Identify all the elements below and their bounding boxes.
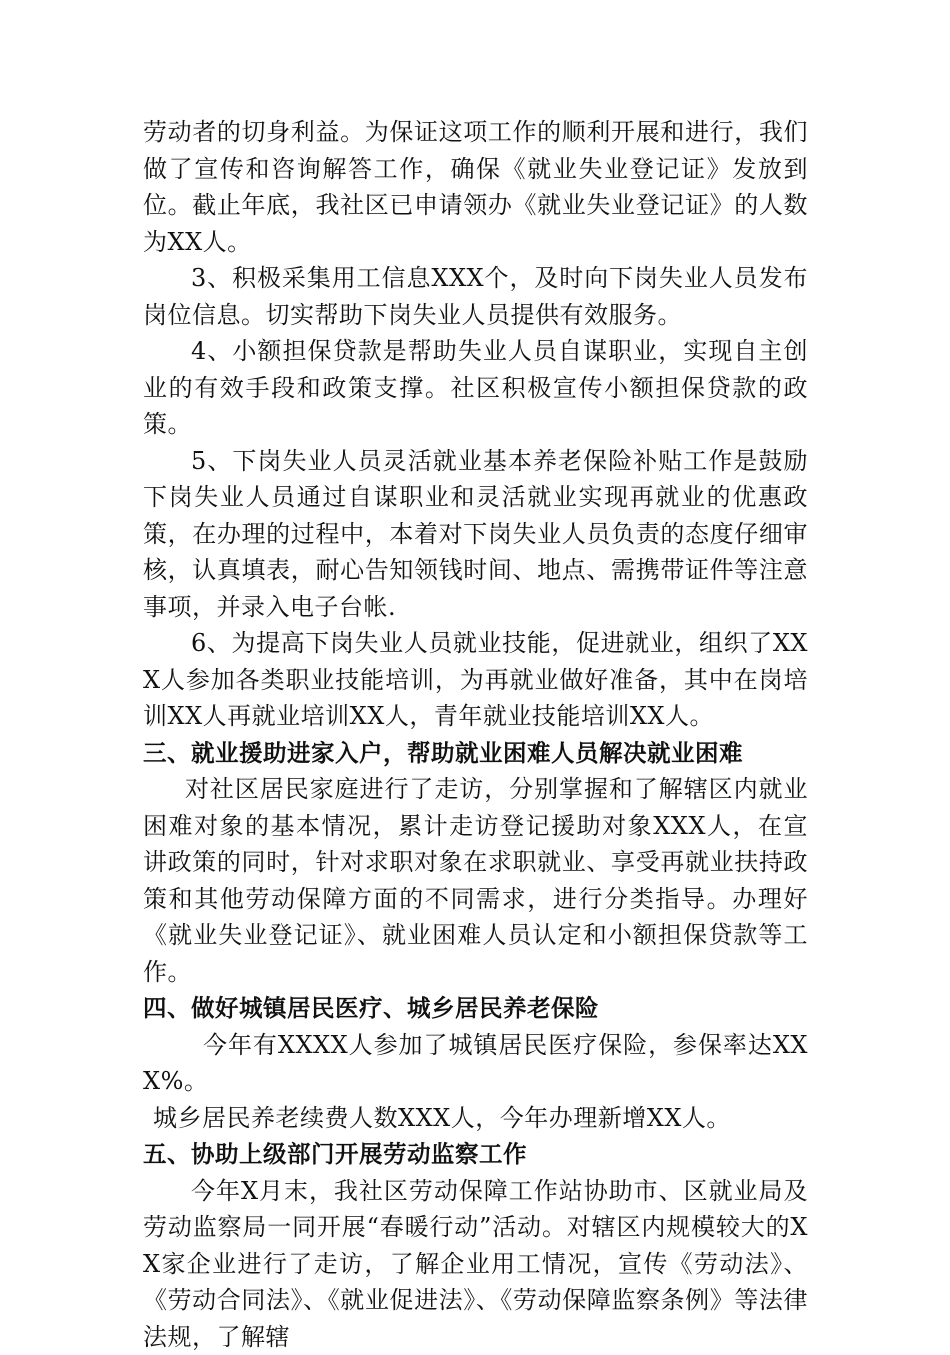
section-heading-4: 四、做好城镇居民医疗、城乡居民养老保险: [143, 990, 808, 1027]
paragraph-item-5: 5、下岗失业人员灵活就业基本养老保险补贴工作是鼓励下岗失业人员通过自谋职业和灵活就业实现再就业的优惠政策，在办理的过程中，本着对下岗失业人员负责的态度仔细审核，认真填表，耐心告知领钱时间、地点、需携带证件等注意事项，并录入电子台帐.: [143, 443, 808, 626]
paragraph-item-6: 6、为提高下岗失业人员就业技能，促进就业，组织了XXX人参加各类职业技能培训，为再就业做好准备，其中在岗培训XX人再就业培训XX人，青年就业技能培训XX人。: [143, 625, 808, 735]
paragraph-item-3: 3、积极采集用工信息XXX个，及时向下岗失业人员发布岗位信息。切实帮助下岗失业人员提供有效服务。: [143, 260, 808, 333]
paragraph-item-4: 4、小额担保贷款是帮助失业人员自谋职业，实现自主创业的有效手段和政策支撑。社区积极宣传小额担保贷款的政策。: [143, 333, 808, 443]
section-heading-5: 五、协助上级部门开展劳动监察工作: [143, 1136, 808, 1173]
section-heading-3: 三、就业援助进家入户，帮助就业困难人员解决就业困难: [143, 735, 808, 772]
paragraph-section-5: 今年X月末，我社区劳动保障工作站协助市、区就业局及劳动监察局一同开展“春暖行动”活动。对辖区内规模较大的XX家企业进行了走访，了解企业用工情况，宣传《劳动法》、《劳动合同法》、《就业促进法》、《劳动保障监察条例》等法律法规，了解辖: [143, 1173, 808, 1355]
document-body: [143, 114, 808, 1355]
paragraph-section-4a: 今年有XXXX人参加了城镇居民医疗保险，参保率达XXX%。: [143, 1027, 808, 1100]
paragraph-1: 劳动者的切身利益。为保证这项工作的顺利开展和进行，我们做了宣传和咨询解答工作，确保《就业失业登记证》发放到位。截止年底，我社区已申请领办《就业失业登记证》的人数为XX人。: [143, 114, 808, 260]
paragraph-section-3: 对社区居民家庭进行了走访，分别掌握和了解辖区内就业困难对象的基本情况，累计走访登记援助对象XXX人，在宣讲政策的同时，针对求职对象在求职就业、享受再就业扶持政策和其他劳动保障方面的不同需求，进行分类指导。办理好《就业失业登记证》、就业困难人员认定和小额担保贷款等工作。: [143, 771, 808, 990]
paragraph-section-4b: 城乡居民养老续费人数XXX人，今年办理新增XX人。: [143, 1100, 808, 1137]
